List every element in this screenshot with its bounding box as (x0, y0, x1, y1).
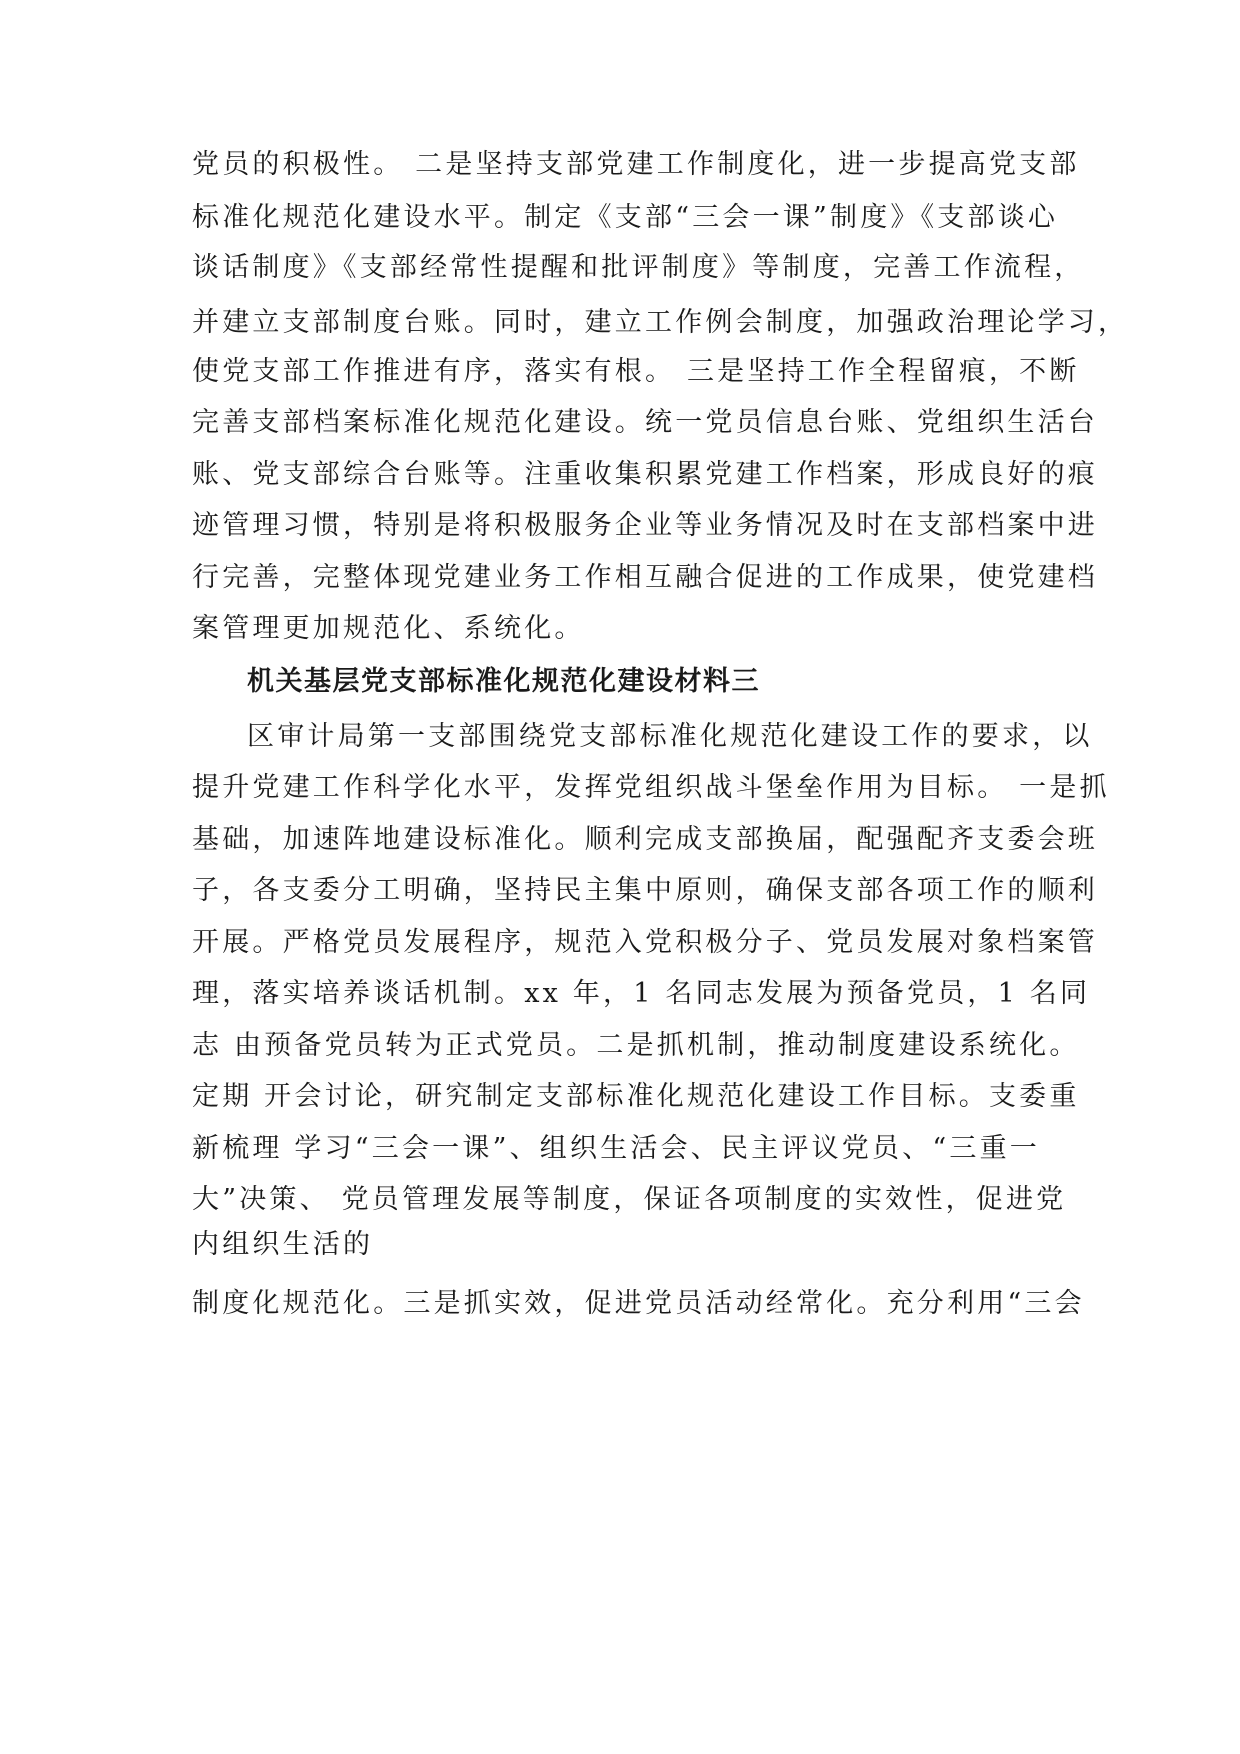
paragraph-line: 账、党支部综合台账等。注重收集积累党建工作档案，形成良好的痕 (192, 459, 1098, 490)
section-heading: 机关基层党支部标准化规范化建设材料三 (247, 666, 760, 697)
paragraph-line: 基础，加速阵地建设标准化。顺利完成支部换届，配强配齐支委会班 (192, 824, 1098, 855)
paragraph-line: 完善支部档案标准化规范化建设。统一党员信息台账、党组织生活台 (192, 407, 1098, 438)
paragraph-line: 谈话制度》《支部经常性提醒和批评制度》等制度，完善工作流程， (192, 252, 1085, 283)
paragraph-line: 案管理更加规范化、系统化。 (192, 613, 585, 644)
paragraph-line: 理，落实培养谈话机制。xx 年，1 名同志发展为预备党员，1 名同 (192, 978, 1091, 1009)
paragraph-line: 行完善，完整体现党建业务工作相互融合促进的工作成果，使党建档 (192, 562, 1098, 593)
paragraph-line: 大”决策、 党员管理发展等制度，保证各项制度的实效性，促进党 (192, 1184, 1067, 1215)
paragraph-line: 定期 开会讨论，研究制定支部标准化规范化建设工作目标。支委重 (192, 1081, 1080, 1112)
paragraph-line: 区审计局第一支部围绕党支部标准化规范化建设工作的要求，以 (247, 721, 1093, 752)
paragraph-line: 提升党建工作科学化水平，发挥党组织战斗堡垒作用为目标。 一是抓 (192, 772, 1110, 803)
paragraph-line: 标准化规范化建设水平。制定《支部“三会一课”制度》《支部谈心 (192, 202, 1059, 233)
paragraph-line: 使党支部工作推进有序，落实有根。 三是坚持工作全程留痕，不断 (192, 356, 1080, 387)
paragraph-line: 开展。严格党员发展程序，规范入党积极分子、党员发展对象档案管 (192, 927, 1098, 958)
paragraph-line: 志 由预备党员转为正式党员。二是抓机制，推动制度建设系统化。 (192, 1030, 1080, 1061)
paragraph-line: 并建立支部制度台账。同时，建立工作例会制度，加强政治理论学习， (192, 307, 1129, 338)
paragraph-line: 迹管理习惯，特别是将积极服务企业等业务情况及时在支部档案中进 (192, 510, 1098, 541)
paragraph-line: 新梳理 学习“三会一课”、组织生活会、民主评议党员、“三重一 (192, 1133, 1040, 1164)
paragraph-line: 制度化规范化。三是抓实效，促进党员活动经常化。充分利用“三会 (192, 1288, 1085, 1319)
paragraph-line: 内组织生活的 (192, 1229, 374, 1260)
paragraph-line: 子，各支委分工明确，坚持民主集中原则，确保支部各项工作的顺利 (192, 875, 1098, 906)
paragraph-line: 党员的积极性。 二是坚持支部党建工作制度化，进一步提高党支部 (192, 149, 1080, 180)
